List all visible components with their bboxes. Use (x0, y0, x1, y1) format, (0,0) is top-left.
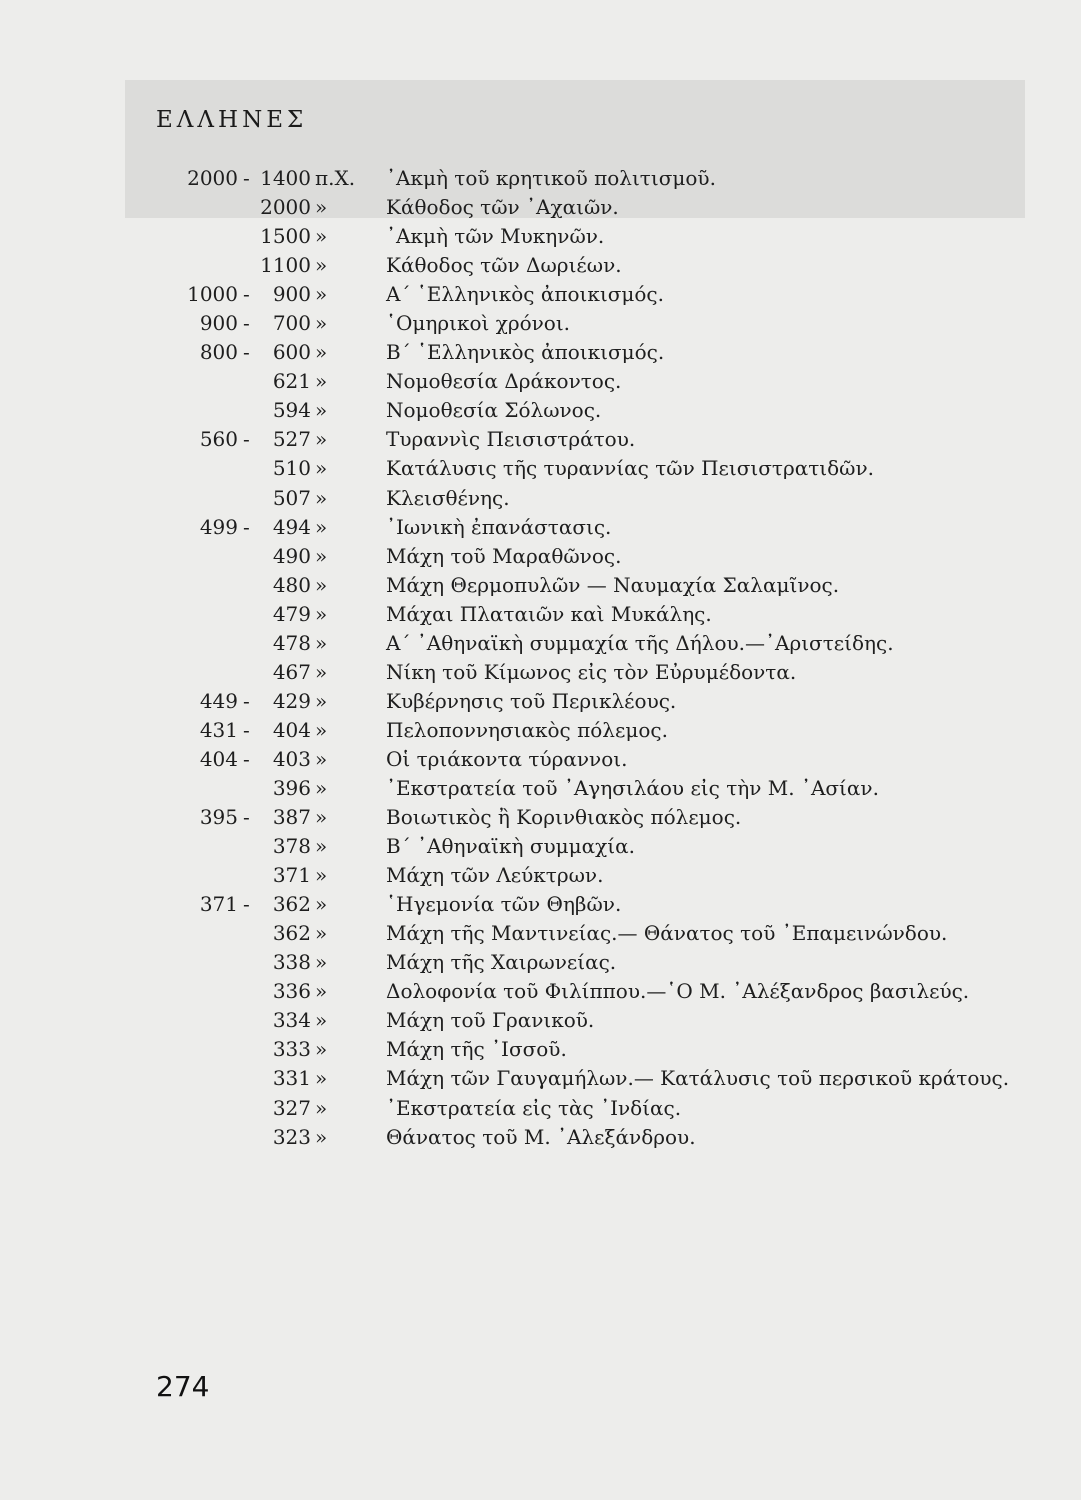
event-text: Α΄ ῾Ελληνικὸς ἀποικισμός. (386, 282, 664, 307)
chronology-row (0, 687, 1081, 716)
end-year: 1500 (260, 224, 311, 249)
end-year: 1100 (260, 253, 311, 278)
era-mark: » (315, 834, 328, 859)
event-text: ᾿Εκστρατεία εἰς τὰς ᾿Ινδίας. (386, 1095, 682, 1120)
year-dash: - (243, 892, 250, 917)
event-text: Κάθοδος τῶν ᾿Αχαιῶν. (386, 195, 619, 220)
era-mark: » (315, 514, 328, 539)
event-text: Κλεισθένης. (386, 485, 510, 510)
chronology-row (0, 658, 1081, 687)
event-text: Μάχη Θερμοπυλῶν — Ναυμαχία Σαλαμῖνος. (386, 572, 840, 597)
chronology-row (0, 1035, 1081, 1064)
start-year: 1000 (187, 282, 238, 307)
start-year: 404 (199, 746, 238, 771)
chronology-row (0, 600, 1081, 629)
event-text: Νίκη τοῦ Κίμωνος εἰς τὸν Εὐρυμέδοντα. (386, 659, 797, 684)
era-mark: » (315, 863, 328, 888)
chronology-row (0, 251, 1081, 280)
year-dash: - (243, 282, 250, 307)
chronology-row (0, 745, 1081, 774)
end-year: 490 (272, 543, 311, 568)
era-mark: » (315, 1095, 328, 1120)
end-year: 378 (272, 834, 311, 859)
end-year: 2000 (260, 195, 311, 220)
event-text: Μάχη τοῦ Γρανικοῦ. (386, 1008, 595, 1033)
chronology-row (0, 367, 1081, 396)
event-text: ῾Ομηρικοὶ χρόνοι. (386, 311, 571, 336)
event-text: Τυραννὶς Πεισιστράτου. (386, 427, 636, 452)
event-text: Δολοφονία τοῦ Φιλίππου.—῾Ο Μ. ᾿Αλέξανδρος βασιλεύς. (386, 979, 970, 1004)
era-mark: » (315, 253, 328, 278)
chronology-row (0, 948, 1081, 977)
event-text: Β΄ ᾿Αθηναϊκὴ συμμαχία. (386, 834, 636, 859)
event-text: ᾿Εκστρατεία τοῦ ᾿Αγησιλάου εἰς τὴν Μ. ᾿Ασίαν. (386, 775, 879, 800)
end-year: 510 (272, 456, 311, 481)
end-year: 336 (272, 979, 311, 1004)
era-mark: » (315, 195, 328, 220)
event-text: Νομοθεσία Σόλωνος. (386, 398, 602, 423)
chronology-row (0, 861, 1081, 890)
era-mark: » (315, 485, 328, 510)
chronology-row (0, 890, 1081, 919)
end-year: 900 (272, 282, 311, 307)
chronology-row (0, 977, 1081, 1006)
chronology-row (0, 222, 1081, 251)
end-year: 478 (272, 630, 311, 655)
chronology-row (0, 338, 1081, 367)
chronology-row (0, 309, 1081, 338)
start-year: 499 (199, 514, 238, 539)
year-dash: - (243, 311, 250, 336)
chronology-row (0, 280, 1081, 309)
end-year: 467 (272, 659, 311, 684)
event-text: Θάνατος τοῦ Μ. ᾿Αλεξάνδρου. (386, 1124, 696, 1149)
start-year: 371 (199, 892, 238, 917)
page-number: 274 (156, 1370, 210, 1403)
event-text: Α΄ ᾿Αθηναϊκὴ συμμαχία τῆς Δήλου.—᾿Αριστείδης. (386, 630, 894, 655)
end-year: 338 (272, 950, 311, 975)
end-year: 362 (272, 892, 311, 917)
event-text: Μάχη τῆς ᾿Ισσοῦ. (386, 1037, 567, 1062)
chronology-row (0, 919, 1081, 948)
end-year: 334 (272, 1008, 311, 1033)
era-mark: » (315, 398, 328, 423)
year-dash: - (243, 805, 250, 830)
event-text: Κατάλυσις τῆς τυραννίας τῶν Πεισιστρατιδῶν. (386, 456, 874, 481)
chronology-list (0, 164, 1081, 1152)
chronology-row (0, 396, 1081, 425)
era-mark: » (315, 224, 328, 249)
year-dash: - (243, 166, 250, 190)
era-mark: » (315, 311, 328, 336)
era-mark: » (315, 950, 328, 975)
end-year: 600 (272, 340, 311, 365)
end-year: 331 (272, 1066, 311, 1091)
era-mark: » (315, 688, 328, 713)
chronology-row (0, 1064, 1081, 1093)
event-text: Οἱ τριάκοντα τύραννοι. (386, 746, 628, 771)
year-dash: - (243, 514, 250, 539)
chronology-row (0, 629, 1081, 658)
end-year: 494 (272, 514, 311, 539)
event-text: Μάχαι Πλαταιῶν καὶ Μυκάλης. (386, 601, 712, 626)
end-year: 527 (272, 427, 311, 452)
era-mark: » (315, 427, 328, 452)
end-year: 429 (272, 688, 311, 713)
chronology-row (0, 164, 1081, 193)
end-year: 480 (272, 572, 311, 597)
era-mark: » (315, 282, 328, 307)
event-text: Μάχη τῶν Λεύκτρων. (386, 863, 604, 888)
year-dash: - (243, 717, 250, 742)
era-mark: » (315, 1037, 328, 1062)
event-text: Μάχη τοῦ Μαραθῶνος. (386, 543, 622, 568)
era-mark: » (315, 717, 328, 742)
end-year: 404 (272, 717, 311, 742)
start-year: 2000 (187, 166, 238, 190)
chronology-row (0, 454, 1081, 483)
era-mark: » (315, 1008, 328, 1033)
era-mark: » (315, 543, 328, 568)
era-mark: » (315, 775, 328, 800)
end-year: 387 (272, 805, 311, 830)
event-text: Πελοποννησιακὸς πόλεμος. (386, 717, 668, 742)
event-text: ᾿Ακμὴ τοῦ κρητικοῦ πολιτισμοῦ. (386, 166, 716, 190)
era-mark: » (315, 892, 328, 917)
chronology-row (0, 571, 1081, 600)
chronology-row (0, 716, 1081, 745)
era-mark: » (315, 746, 328, 771)
end-year: 594 (272, 398, 311, 423)
year-dash: - (243, 688, 250, 713)
chronology-row (0, 774, 1081, 803)
start-year: 395 (199, 805, 238, 830)
event-text: ᾿Ακμὴ τῶν Μυκηνῶν. (386, 224, 605, 249)
era-mark: » (315, 979, 328, 1004)
era-mark: » (315, 572, 328, 597)
era-mark: » (315, 630, 328, 655)
era-mark: » (315, 601, 328, 626)
end-year: 700 (272, 311, 311, 336)
start-year: 449 (199, 688, 238, 713)
event-text: Κάθοδος τῶν Δωριέων. (386, 253, 622, 278)
era-mark: » (315, 1124, 328, 1149)
start-year: 560 (199, 427, 238, 452)
chronology-row (0, 193, 1081, 222)
start-year: 900 (199, 311, 238, 336)
chronology-row (0, 832, 1081, 861)
chronology-row (0, 1123, 1081, 1152)
chronology-row (0, 513, 1081, 542)
event-text: Βοιωτικὸς ἢ Κορινθιακὸς πόλεμος. (386, 805, 742, 830)
era-mark: » (315, 1066, 328, 1091)
year-dash: - (243, 746, 250, 771)
era-mark: » (315, 340, 328, 365)
chronology-row (0, 803, 1081, 832)
event-text: Μάχη τῆς Χαιρωνείας. (386, 950, 617, 975)
end-year: 1400 (260, 166, 311, 190)
year-dash: - (243, 340, 250, 365)
chronology-row (0, 484, 1081, 513)
start-year: 431 (199, 717, 238, 742)
chronology-row (0, 1094, 1081, 1123)
era-mark: » (315, 921, 328, 946)
end-year: 396 (272, 775, 311, 800)
event-text: Νομοθεσία Δράκοντος. (386, 369, 622, 394)
event-text: Μάχη τῶν Γαυγαμήλων.— Κατάλυσις τοῦ περσικοῦ κράτους. (386, 1066, 1010, 1091)
era-mark: » (315, 805, 328, 830)
event-text: Κυβέρνησις τοῦ Περικλέους. (386, 688, 677, 713)
end-year: 362 (272, 921, 311, 946)
end-year: 323 (272, 1124, 311, 1149)
section-heading: ΕΛΛΗΝΕΣ (156, 107, 308, 133)
chronology-row (0, 1006, 1081, 1035)
event-text: Μάχη τῆς Μαντινείας.— Θάνατος τοῦ ᾿Επαμεινώνδου. (386, 921, 948, 946)
era-mark: » (315, 659, 328, 684)
start-year: 800 (199, 340, 238, 365)
end-year: 333 (272, 1037, 311, 1062)
end-year: 403 (272, 746, 311, 771)
event-text: ῾Ηγεμονία τῶν Θηβῶν. (386, 892, 622, 917)
era-mark: π.Χ. (315, 166, 356, 190)
year-dash: - (243, 427, 250, 452)
end-year: 327 (272, 1095, 311, 1120)
era-mark: » (315, 456, 328, 481)
end-year: 621 (272, 369, 311, 394)
end-year: 507 (272, 485, 311, 510)
event-text: ᾿Ιωνικὴ ἐπανάστασις. (386, 514, 612, 539)
event-text: Β΄ ῾Ελληνικὸς ἀποικισμός. (386, 340, 665, 365)
end-year: 479 (272, 601, 311, 626)
era-mark: » (315, 369, 328, 394)
chronology-row (0, 425, 1081, 454)
chronology-row (0, 542, 1081, 571)
end-year: 371 (272, 863, 311, 888)
